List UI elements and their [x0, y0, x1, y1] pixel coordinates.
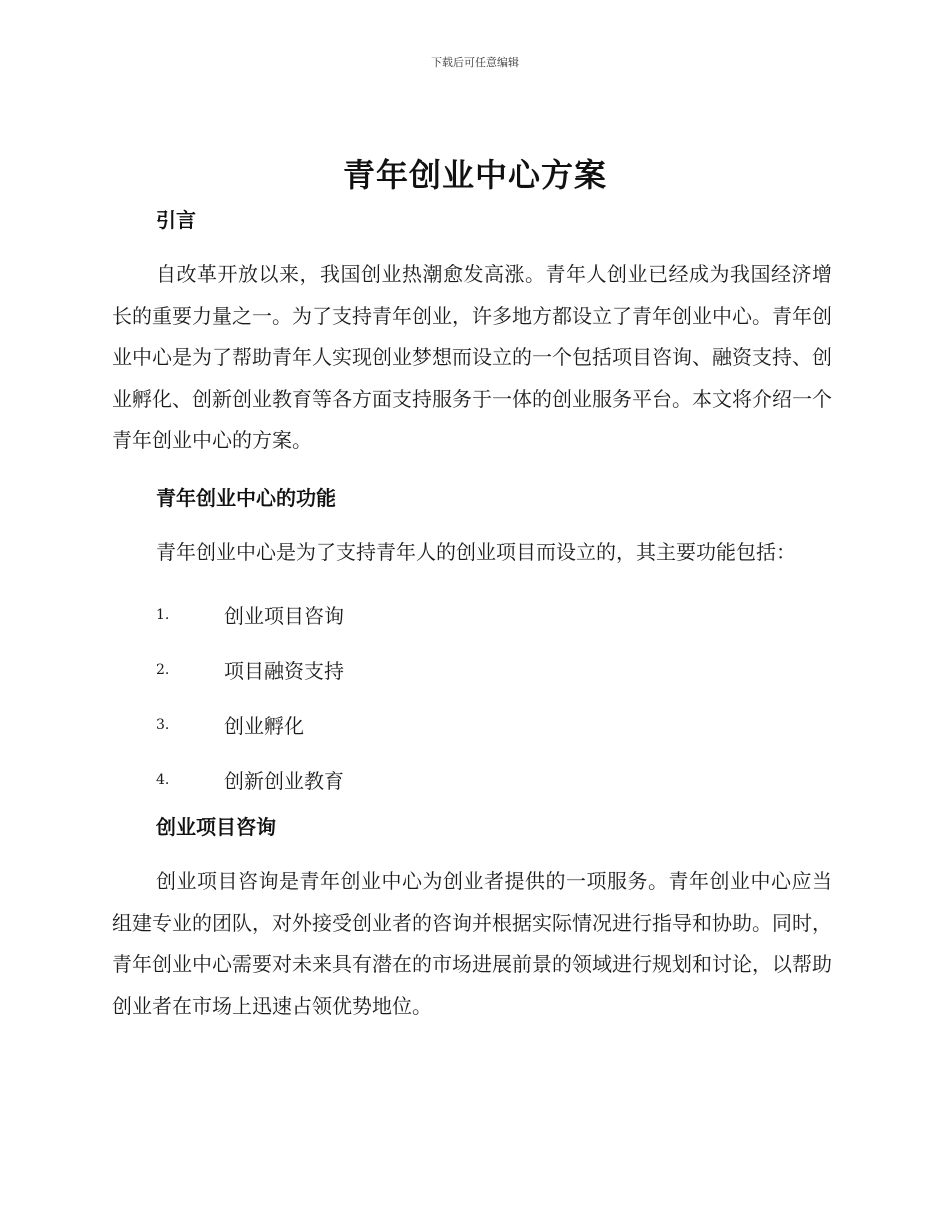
list-item [112, 642, 832, 697]
list-item-number: 3. [156, 716, 170, 733]
functions-list [112, 587, 832, 807]
list-item-number: 1. [156, 606, 170, 623]
document-body [112, 200, 832, 1027]
functions-paragraph: 青年创业中心是为了支持青年人的创业项目而设立的，其主要功能包括： [156, 539, 796, 564]
list-item-text: 创业孵化 [224, 714, 304, 738]
list-item-number: 2. [156, 661, 170, 678]
list-item-text: 创新创业教育 [224, 769, 344, 793]
section-heading-consulting: 创业项目咨询 [156, 815, 276, 839]
introduction-paragraph: 自改革开放以来，我国创业热潮愈发高涨。青年人创业已经成为我国经济增长的重要力量之一。为了支持青年创业，许多地方都设立了青年创业中心。青年创业中心是为了帮助青年人实现创业梦想而设立的一个包括项目咨询、融资支持、创业孵化、创新创业教育等各方面支持服务于一体的创业服务平台。本文将介绍一个青年创业中心的方案。 [112, 262, 832, 452]
list-item-text: 项目融资支持 [224, 659, 344, 683]
list-item-text: 创业项目咨询 [224, 604, 344, 628]
section-heading-functions: 青年创业中心的功能 [156, 485, 336, 510]
list-item [112, 587, 832, 642]
page-header-note: 下载后可任意编辑 [431, 56, 519, 69]
list-item-number: 4. [156, 771, 170, 788]
section-heading-introduction: 引言 [156, 208, 196, 232]
document-title: 青年创业中心方案 [342, 156, 607, 194]
consulting-paragraph: 创业项目咨询是青年创业中心为创业者提供的一项服务。青年创业中心应当组建专业的团队，对外接受创业者的咨询并根据实际情况进行指导和协助。同时，青年创业中心需要对未来具有潜在的市场进展前景的领域进行规划和讨论，以帮助创业者在市场上迅速占领优势地位。 [112, 869, 832, 1018]
list-item [112, 752, 832, 807]
list-item [112, 697, 832, 752]
